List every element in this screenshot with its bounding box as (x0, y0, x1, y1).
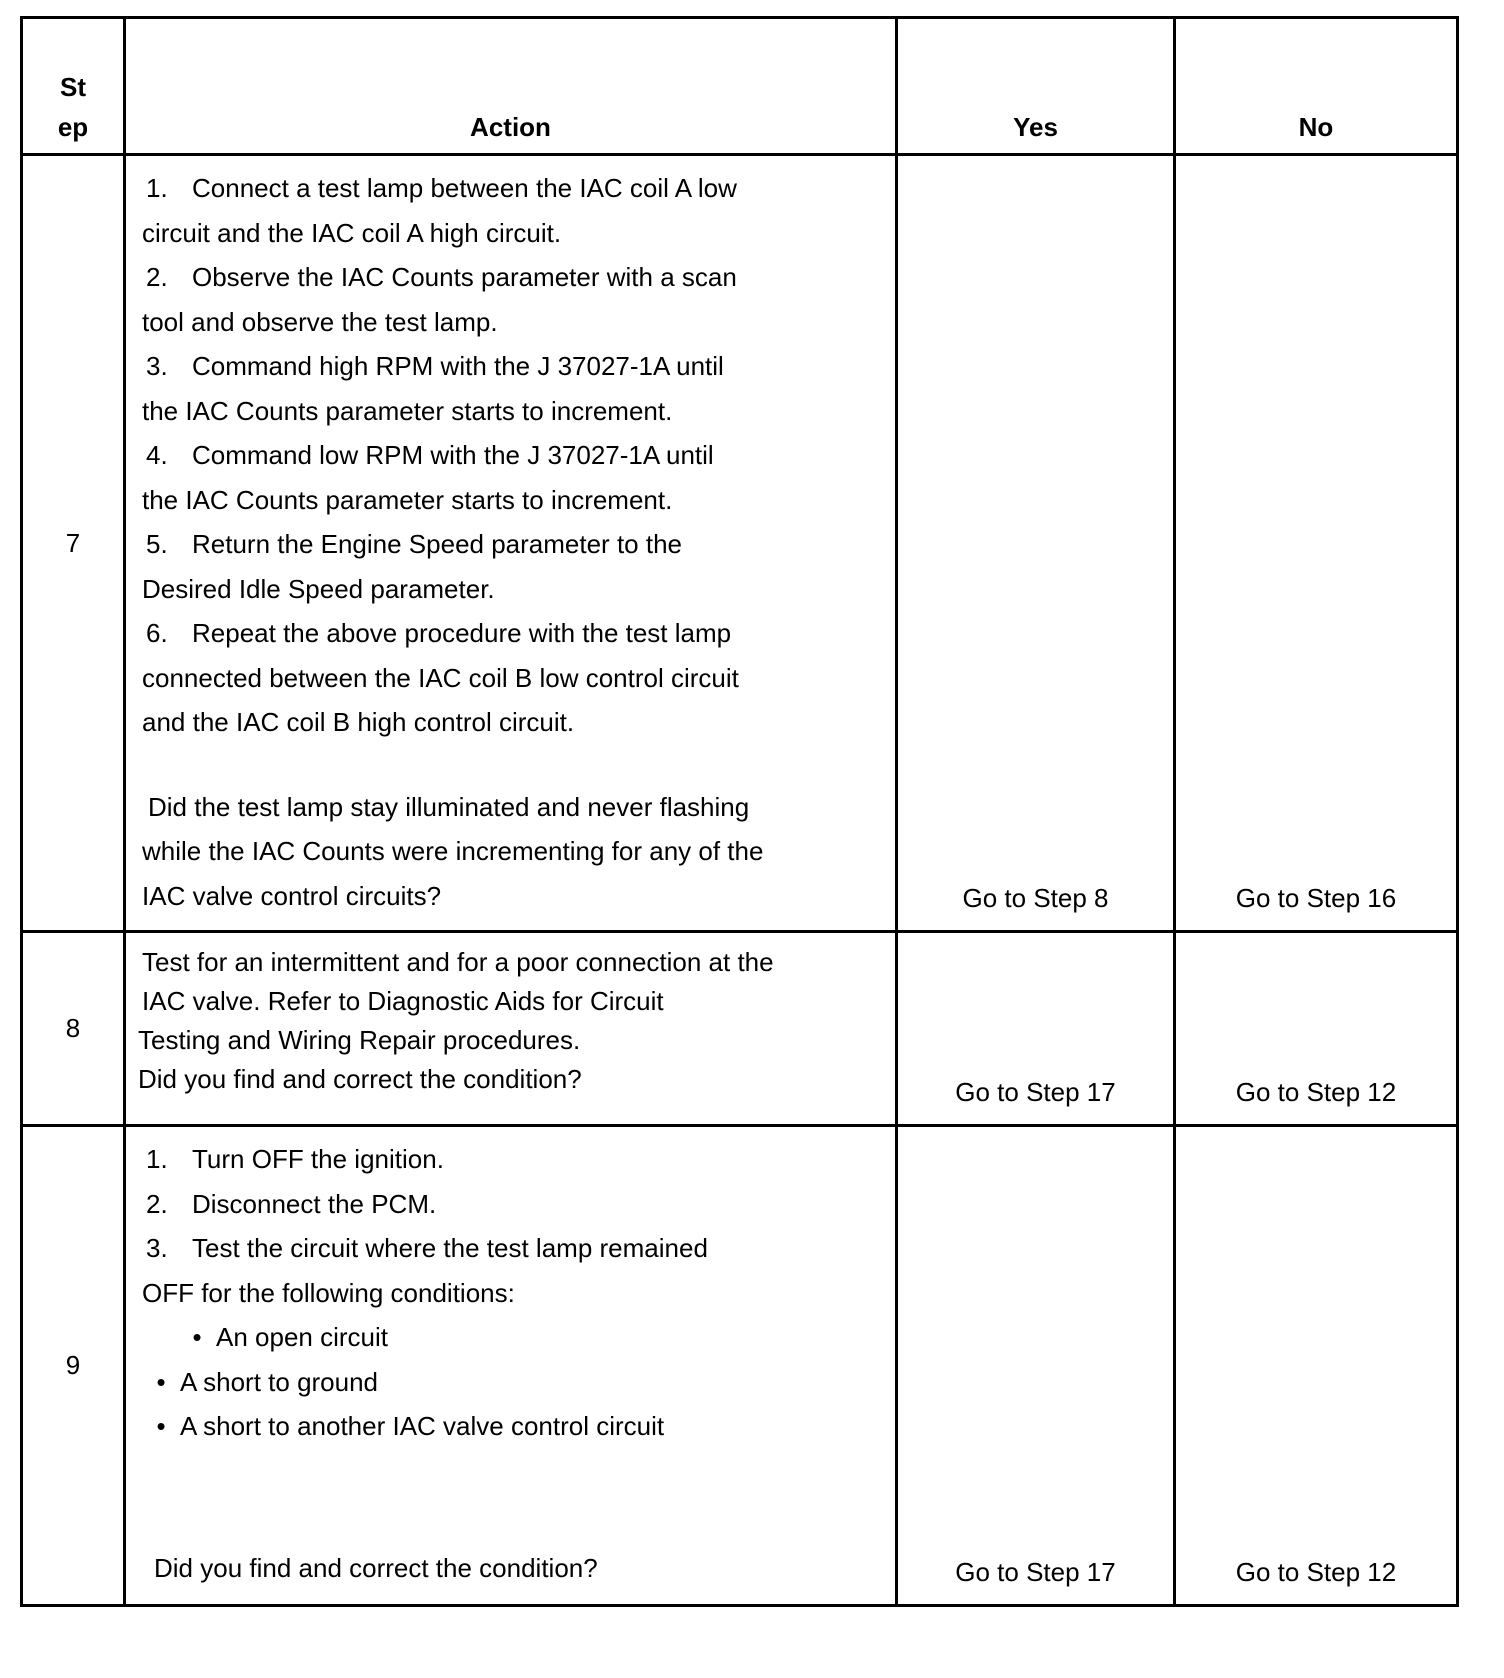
list-number: 3. (146, 351, 168, 381)
header-action (125, 18, 897, 155)
action-text: A short to ground (180, 1366, 379, 1397)
bullet: • (156, 1411, 166, 1441)
question-text: Did the test lamp stay illuminated and never flashing (148, 791, 750, 822)
action-text: the IAC Counts parameter starts to increment. (142, 395, 673, 426)
step-number: 8 (22, 932, 125, 1126)
action-text: Test for an intermittent and for a poor connection at the (142, 947, 774, 977)
action-text: Command high RPM with the J 37027-1A until (192, 351, 724, 381)
action-text: Return the Engine Speed parameter to the (192, 529, 682, 559)
header-row (22, 18, 1458, 155)
action-text: IAC valve. Refer to Diagnostic Aids for Circuit (142, 986, 664, 1016)
header-yes-label: Yes (1013, 112, 1058, 142)
action-text: Connect a test lamp between the IAC coil A low (192, 173, 737, 203)
bullet: • (156, 1366, 166, 1397)
bullet: • (192, 1322, 202, 1352)
table-row-step-9 (22, 1126, 1458, 1606)
question-text: IAC valve control circuits? (142, 880, 442, 911)
step-number: 7 (22, 155, 125, 932)
no-result: Go to Step 16 (1175, 155, 1458, 932)
question-text: Did you find and correct the condition? (138, 1064, 582, 1094)
action-text: An open circuit (216, 1322, 388, 1352)
header-step-line1: St (60, 72, 86, 102)
diagnostic-table (20, 16, 1459, 1607)
header-step-line2: ep (57, 112, 89, 142)
question-text: while the IAC Counts were incrementing for any of the (142, 836, 764, 866)
header-no (1175, 18, 1458, 155)
action-text: Repeat the above procedure with the test lamp (192, 618, 732, 648)
table-row-step-7 (22, 155, 1458, 932)
action-text: Observe the IAC Counts parameter with a scan (192, 262, 737, 292)
action-cell (125, 1126, 897, 1606)
question-text: Did you find and correct the condition? (154, 1552, 598, 1583)
header-no-label: No (1298, 112, 1334, 142)
table-row-step-8 (22, 932, 1458, 1126)
action-text: the IAC Counts parameter starts to increment. (142, 484, 673, 515)
action-cell (125, 932, 897, 1126)
header-yes (897, 18, 1175, 155)
yes-result: Go to Step 17 (897, 1126, 1175, 1606)
action-text: connected between the IAC coil B low control circuit (142, 662, 739, 693)
list-number: 1. (146, 173, 168, 203)
action-text: Test the circuit where the test lamp remained (192, 1233, 708, 1263)
list-number: 2. (146, 1188, 168, 1219)
action-text: Command low RPM with the J 37027-1A until (192, 440, 714, 470)
action-text: Testing and Wiring Repair procedures. (138, 1025, 581, 1055)
action-text: circuit and the IAC coil A high circuit. (142, 217, 562, 248)
action-text: and the IAC coil B high control circuit. (142, 707, 575, 737)
action-text: Desired Idle Speed parameter. (142, 573, 495, 604)
yes-result: Go to Step 17 (897, 932, 1175, 1126)
action-text: Turn OFF the ignition. (192, 1144, 444, 1174)
action-text: Disconnect the PCM. (192, 1188, 437, 1219)
list-number: 4. (146, 440, 168, 470)
list-number: 6. (146, 618, 168, 648)
header-action-label: Action (470, 112, 551, 142)
action-text: A short to another IAC valve control circuit (180, 1411, 665, 1441)
no-result: Go to Step 12 (1175, 1126, 1458, 1606)
list-number: 2. (146, 262, 168, 292)
list-number: 3. (146, 1233, 168, 1263)
no-result: Go to Step 12 (1175, 932, 1458, 1126)
list-number: 1. (146, 1144, 168, 1174)
list-number: 5. (146, 529, 168, 559)
action-text: OFF for the following conditions: (142, 1277, 515, 1308)
action-text: tool and observe the test lamp. (142, 306, 498, 337)
yes-result: Go to Step 8 (897, 155, 1175, 932)
header-step (22, 18, 125, 155)
action-cell (125, 155, 897, 932)
step-number: 9 (22, 1126, 125, 1606)
